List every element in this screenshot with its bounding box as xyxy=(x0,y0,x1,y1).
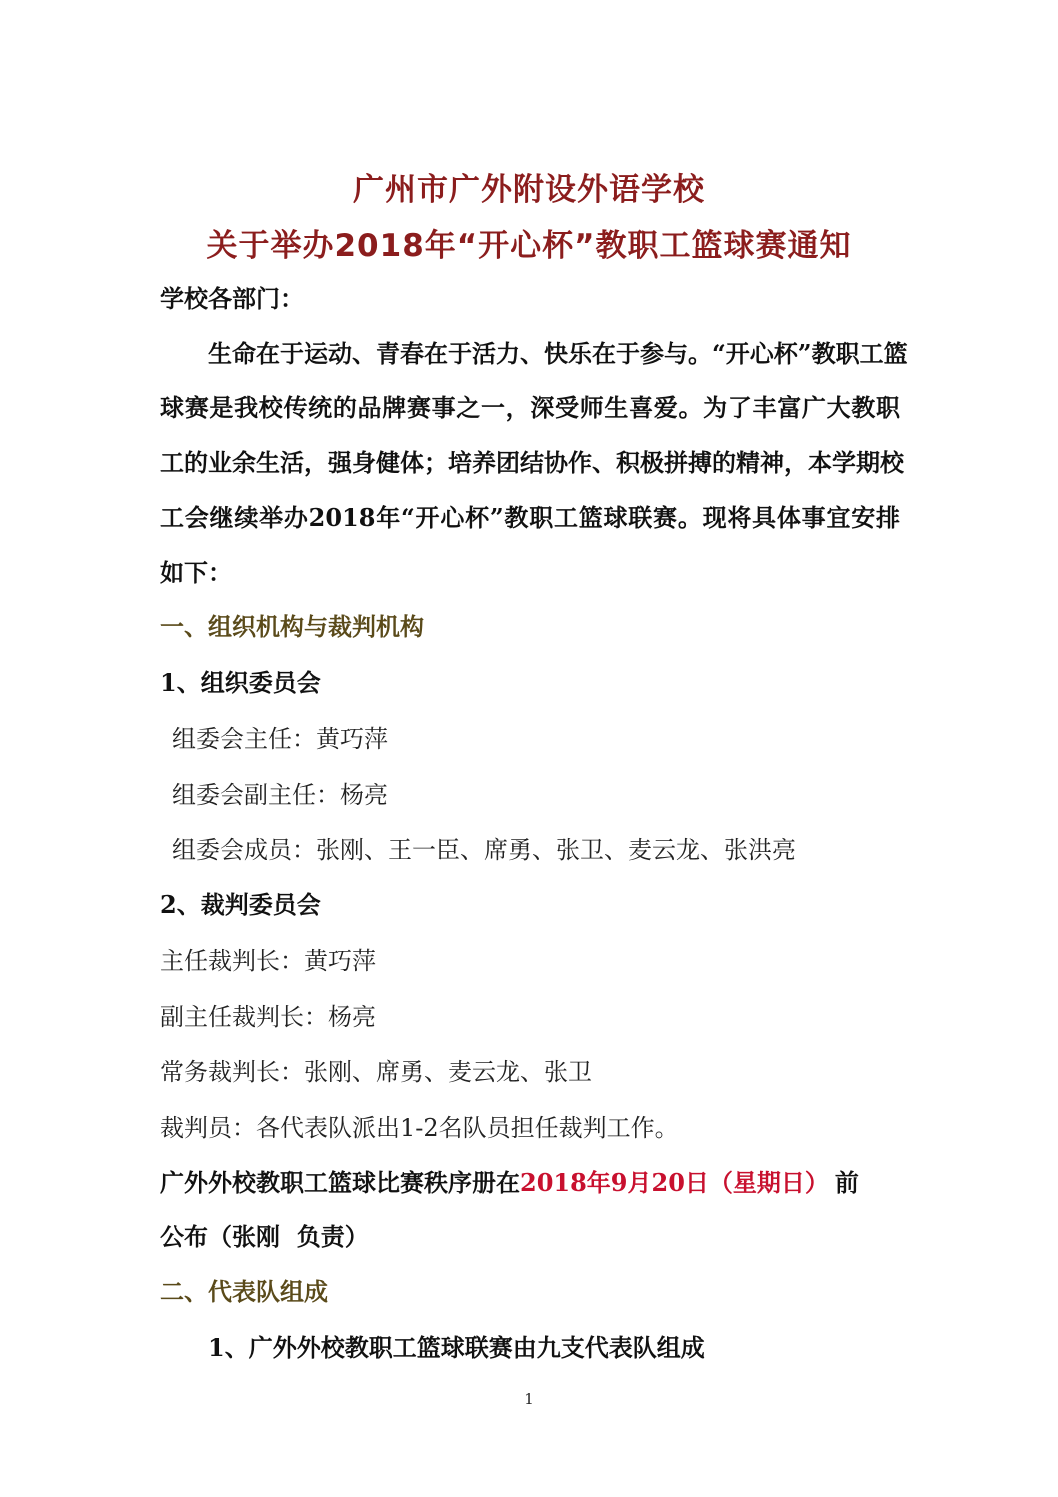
section2-heading: 二、代表队组成 xyxy=(160,1277,328,1306)
deputy-chief-referee: 副主任裁判长：杨亮 xyxy=(160,1003,376,1031)
section1-heading: 一、组织机构与裁判机构 xyxy=(160,612,424,641)
schedule-notice-line-2: 公布（张刚 负责） xyxy=(160,1222,369,1251)
intro-paragraph-line-4: 工会继续举办2018年“开心杯”教职工篮球联赛。现将具体事宜安排 xyxy=(160,503,900,532)
salutation: 学校各部门： xyxy=(160,284,304,313)
section2-item-1: 1、广外外校教职工篮球联赛由九支代表队组成 xyxy=(208,1333,705,1362)
chief-referee: 主任裁判长：黄巧萍 xyxy=(160,947,376,975)
referee-committee-heading: 2、裁判委员会 xyxy=(160,890,321,919)
standing-referees: 常务裁判长：张刚、席勇、麦云龙、张卫 xyxy=(160,1058,592,1086)
page-number: 1 xyxy=(524,1390,534,1408)
intro-paragraph-line-3: 工的业余生活，强身健体；培养团结协作、积极拼搏的精神，本学期校 xyxy=(160,448,904,477)
schedule-date: 2018年9月20日（星期日） xyxy=(520,1168,829,1197)
document-title-line2: 关于举办2018年“开心杯”教职工篮球赛通知 xyxy=(206,228,852,264)
schedule-prefix: 广外外校教职工篮球比赛秩序册在 xyxy=(160,1168,520,1197)
intro-paragraph-line-1: 生命在于运动、青春在于活力、快乐在于参与。“开心杯”教职工篮 xyxy=(208,339,908,368)
committee-heading: 1、组织委员会 xyxy=(160,668,321,697)
schedule-suffix: 前 xyxy=(834,1168,859,1197)
committee-director: 组委会主任：黄巧萍 xyxy=(172,725,388,753)
committee-members: 组委会成员：张刚、王一臣、席勇、张卫、麦云龙、张洪亮 xyxy=(172,836,796,864)
intro-paragraph-line-2: 球赛是我校传统的品牌赛事之一，深受师生喜爱。为了丰富广大教职 xyxy=(160,393,900,422)
committee-deputy: 组委会副主任：杨亮 xyxy=(172,781,388,809)
intro-paragraph-line-5: 如下： xyxy=(160,558,232,587)
document-title-line1: 广州市广外附设外语学校 xyxy=(353,172,705,208)
referees-note: 裁判员：各代表队派出1-2名队员担任裁判工作。 xyxy=(160,1114,679,1142)
schedule-notice-line-1 xyxy=(160,1168,859,1198)
